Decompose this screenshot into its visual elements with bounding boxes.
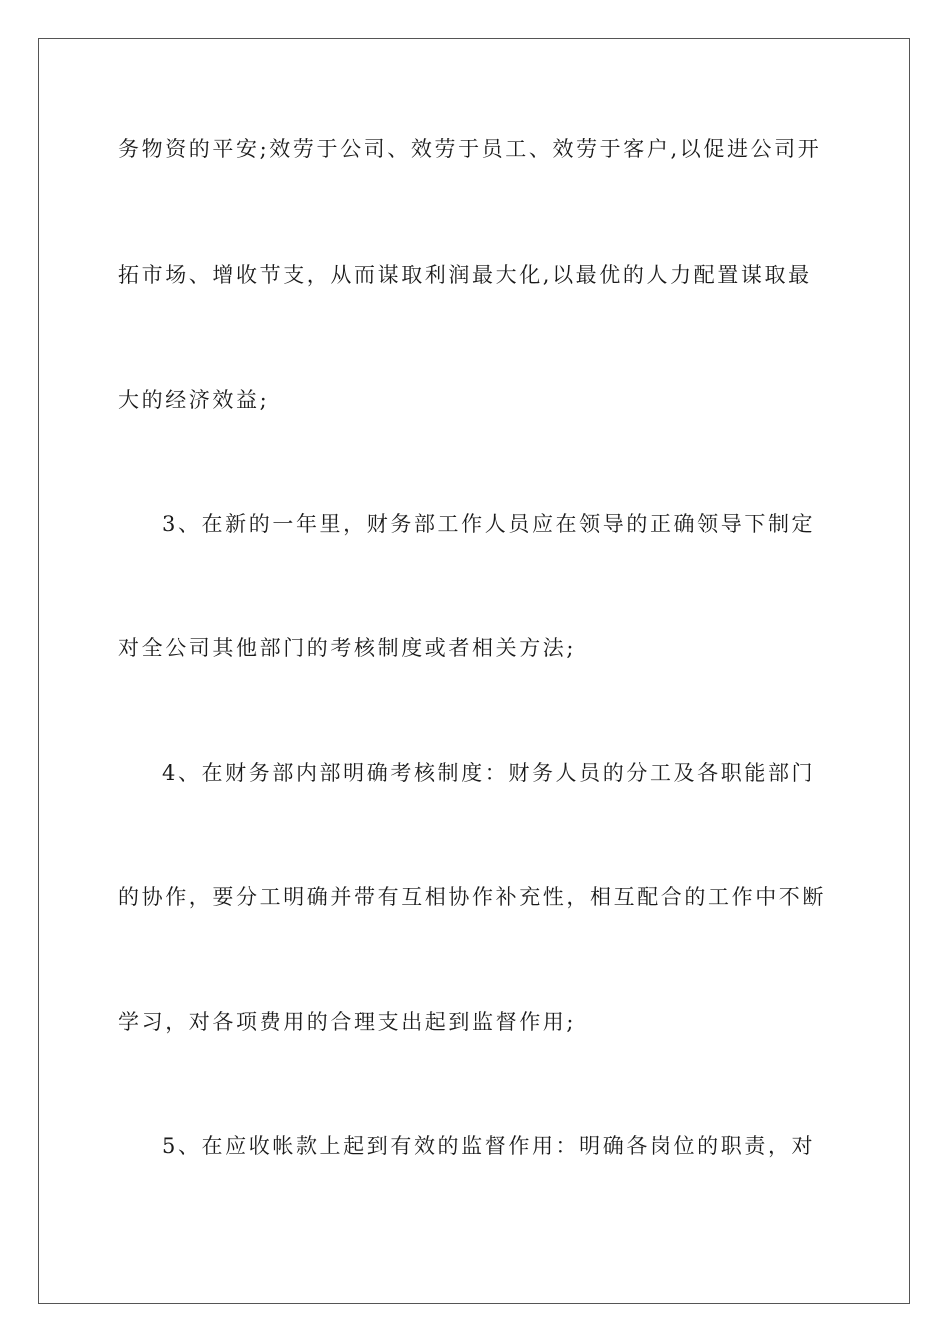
paragraph-4-first-line: 4、在财务部内部明确考核制度：财务人员的分工及各职能部门 (162, 761, 816, 785)
page-border (38, 38, 910, 1304)
text-line: 大的经济效益; (118, 388, 270, 412)
text-line: 的协作，要分工明确并带有互相协作补充性，相互配合的工作中不断 (118, 885, 826, 909)
text-line: 对全公司其他部门的考核制度或者相关方法; (118, 636, 577, 660)
paragraph-3-first-line: 3、在新的一年里，财务部工作人员应在领导的正确领导下制定 (162, 512, 816, 536)
paragraph-5-first-line: 5、在应收帐款上起到有效的监督作用：明确各岗位的职责，对 (162, 1134, 816, 1158)
text-line: 学习，对各项费用的合理支出起到监督作用; (118, 1010, 577, 1034)
text-line: 务物资的平安;效劳于公司、效劳于员工、效劳于客户,以促进公司开 (118, 137, 822, 161)
text-line: 拓市场、增收节支，从而谋取利润最大化,以最优的人力配置谋取最 (118, 263, 812, 287)
